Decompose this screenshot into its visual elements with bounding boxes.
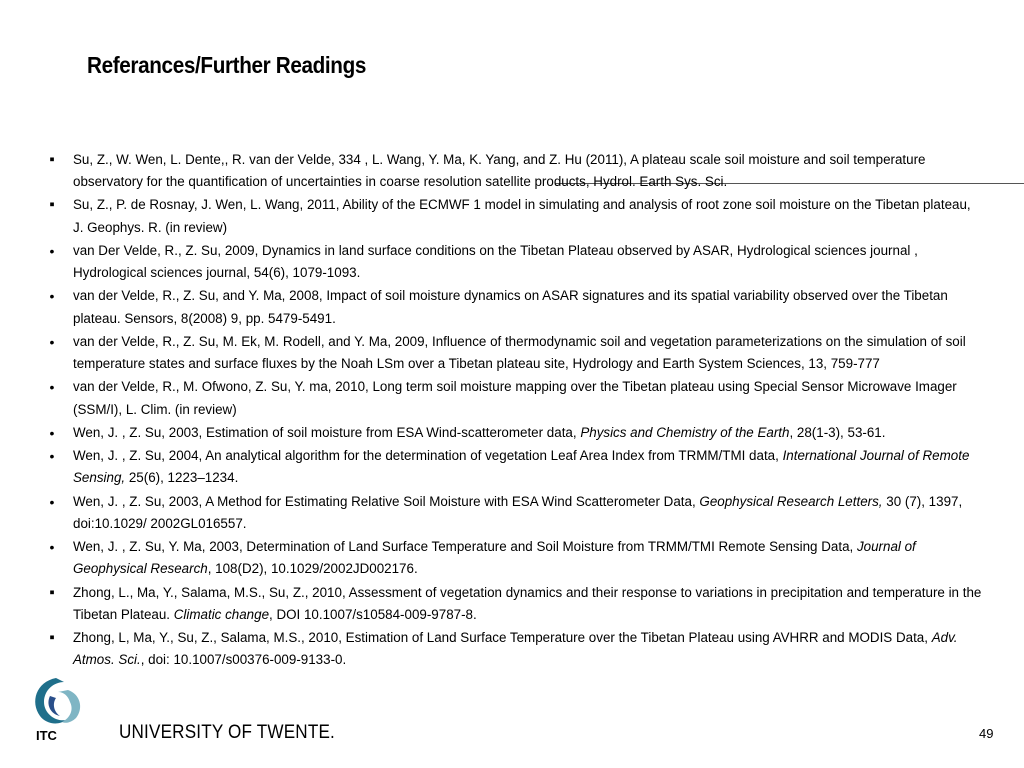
- itc-logo: [28, 672, 92, 744]
- reference-item: [42, 491, 982, 536]
- reference-item: [42, 194, 982, 239]
- reference-item: [42, 149, 982, 194]
- dot-bullet-icon: [42, 536, 62, 560]
- reference-text: Zhong, L, Ma, Y., Su, Z., Salama, M.S., 2010, Estimation of Land Surface Temperature over the Tibetan Plateau using AVHRR and MODIS Data,: [73, 630, 932, 646]
- square-bullet-icon: [42, 582, 62, 605]
- reference-journal: International Journal of Remote Sensing,: [73, 448, 970, 486]
- reference-item: [42, 376, 982, 421]
- reference-text: van der Velde, R., Z. Su, and Y. Ma, 2008, Impact of soil moisture dynamics on ASAR signatures and its spatial variability observed over the Tibetan plateau. Sensors, 8(2008) 9, pp. 5479-5491.: [73, 288, 948, 326]
- reference-item: [42, 285, 982, 330]
- logo-inner-arc: [58, 690, 80, 723]
- reference-text: van Der Velde, R., Z. Su, 2009, Dynamics in land surface conditions on the Tibetan Plateau observed by ASAR, Hydrological sciences journal , Hydrological sciences journal, 54(6), 1079-1093.: [73, 242, 918, 281]
- reference-list: [42, 149, 982, 673]
- square-bullet-icon: [42, 194, 62, 217]
- reference-journal: Physics and Chemistry of the Earth: [580, 424, 790, 440]
- reference-text: Wen, J. , Z. Su, 2003, Estimation of soil moisture from ESA Wind-scatterometer data,: [73, 424, 581, 440]
- reference-text: , 28(1-3), 53-61.: [789, 424, 886, 440]
- reference-text: Su, Z., P. de Rosnay, J. Wen, L. Wang, 2011, Ability of the ECMWF 1 model in simulating and analysis of root zone soil moisture on the Tibetan plateau, J. Geophys. R. (in review): [73, 197, 971, 235]
- dot-bullet-icon: [42, 445, 62, 469]
- page-number: 49: [979, 726, 994, 741]
- reference-item: [42, 422, 982, 444]
- dot-bullet-icon: [42, 285, 62, 309]
- reference-text: Su, Z., W. Wen, L. Dente,, R. van der Velde, 334 , L. Wang, Y. Ma, K. Yang, and Z. Hu (2011), A plateau scale soil moisture and soil temperature observatory for the quantification of uncertainties in coarse resolution satellite products, Hydrol. Earth Sys. Sci.: [73, 152, 926, 190]
- reference-text: 30 (7), 1397, doi:10.1029/ 2002GL016557.: [73, 493, 963, 531]
- reference-item: [42, 627, 982, 672]
- reference-item: [42, 331, 982, 376]
- reference-journal: Geophysical Research Letters,: [699, 493, 883, 509]
- reference-text: van der Velde, R., M. Ofwono, Z. Su, Y. ma, 2010, Long term soil moisture mapping over the Tibetan plateau using Special Sensor Microwave Imager (SSM/I), L. Clim. (in review): [73, 379, 957, 417]
- square-bullet-icon: [42, 627, 62, 650]
- reference-text: , doi: 10.1007/s00376-009-9133-0.: [140, 652, 347, 668]
- reference-text: 25(6), 1223–1234.: [125, 470, 239, 486]
- reference-item: [42, 445, 982, 490]
- reference-text: , 108(D2), 10.1029/2002JD002176.: [207, 561, 418, 577]
- university-name: UNIVERSITY OF TWENTE.: [119, 722, 335, 743]
- reference-item: [42, 536, 982, 581]
- reference-journal: Journal of Geophysical Research: [73, 539, 916, 577]
- square-bullet-icon: [42, 149, 62, 172]
- logo-accent-arc: [48, 696, 60, 716]
- dot-bullet-icon: [42, 331, 62, 355]
- dot-bullet-icon: [42, 491, 62, 515]
- reference-journal: Climatic change: [173, 606, 270, 622]
- reference-text: , DOI 10.1007/s10584-009-9787-8.: [269, 606, 477, 622]
- dot-bullet-icon: [42, 422, 62, 446]
- reference-text: van der Velde, R., Z. Su, M. Ek, M. Rodell, and Y. Ma, 2009, Influence of thermodynamic soil and vegetation parameterizations on the simulation of soil temperature states and surface fluxes by the Noah LSm over a Tibetan plateau site, Hydrology and Earth System Sciences, 13, 759-777: [73, 333, 966, 372]
- reference-text: Wen, J. , Z. Su, 2004, An analytical algorithm for the determination of vegetation Leaf Area Index from TRMM/TMI data,: [73, 448, 783, 464]
- logo-text: ITC: [36, 728, 57, 743]
- reference-text: Wen, J. , Z. Su, 2003, A Method for Estimating Relative Soil Moisture with ESA Wind Scatterometer Data,: [73, 493, 700, 509]
- reference-item: [42, 582, 982, 627]
- reference-item: [42, 240, 982, 285]
- reference-journal: Adv. Atmos. Sci.: [73, 630, 958, 668]
- dot-bullet-icon: [42, 240, 62, 264]
- reference-text: Zhong, L., Ma, Y., Salama, M.S., Su, Z., 2010, Assessment of vegetation dynamics and their response to variations in precipitation and temperature in the Tibetan Plateau.: [73, 584, 982, 622]
- dot-bullet-icon: [42, 376, 62, 400]
- reference-text: Wen, J. , Z. Su, Y. Ma, 2003, Determination of Land Surface Temperature and Soil Moisture from TRMM/TMI Remote Sensing Data,: [73, 539, 857, 555]
- page-title: Referances/Further Readings: [87, 52, 367, 78]
